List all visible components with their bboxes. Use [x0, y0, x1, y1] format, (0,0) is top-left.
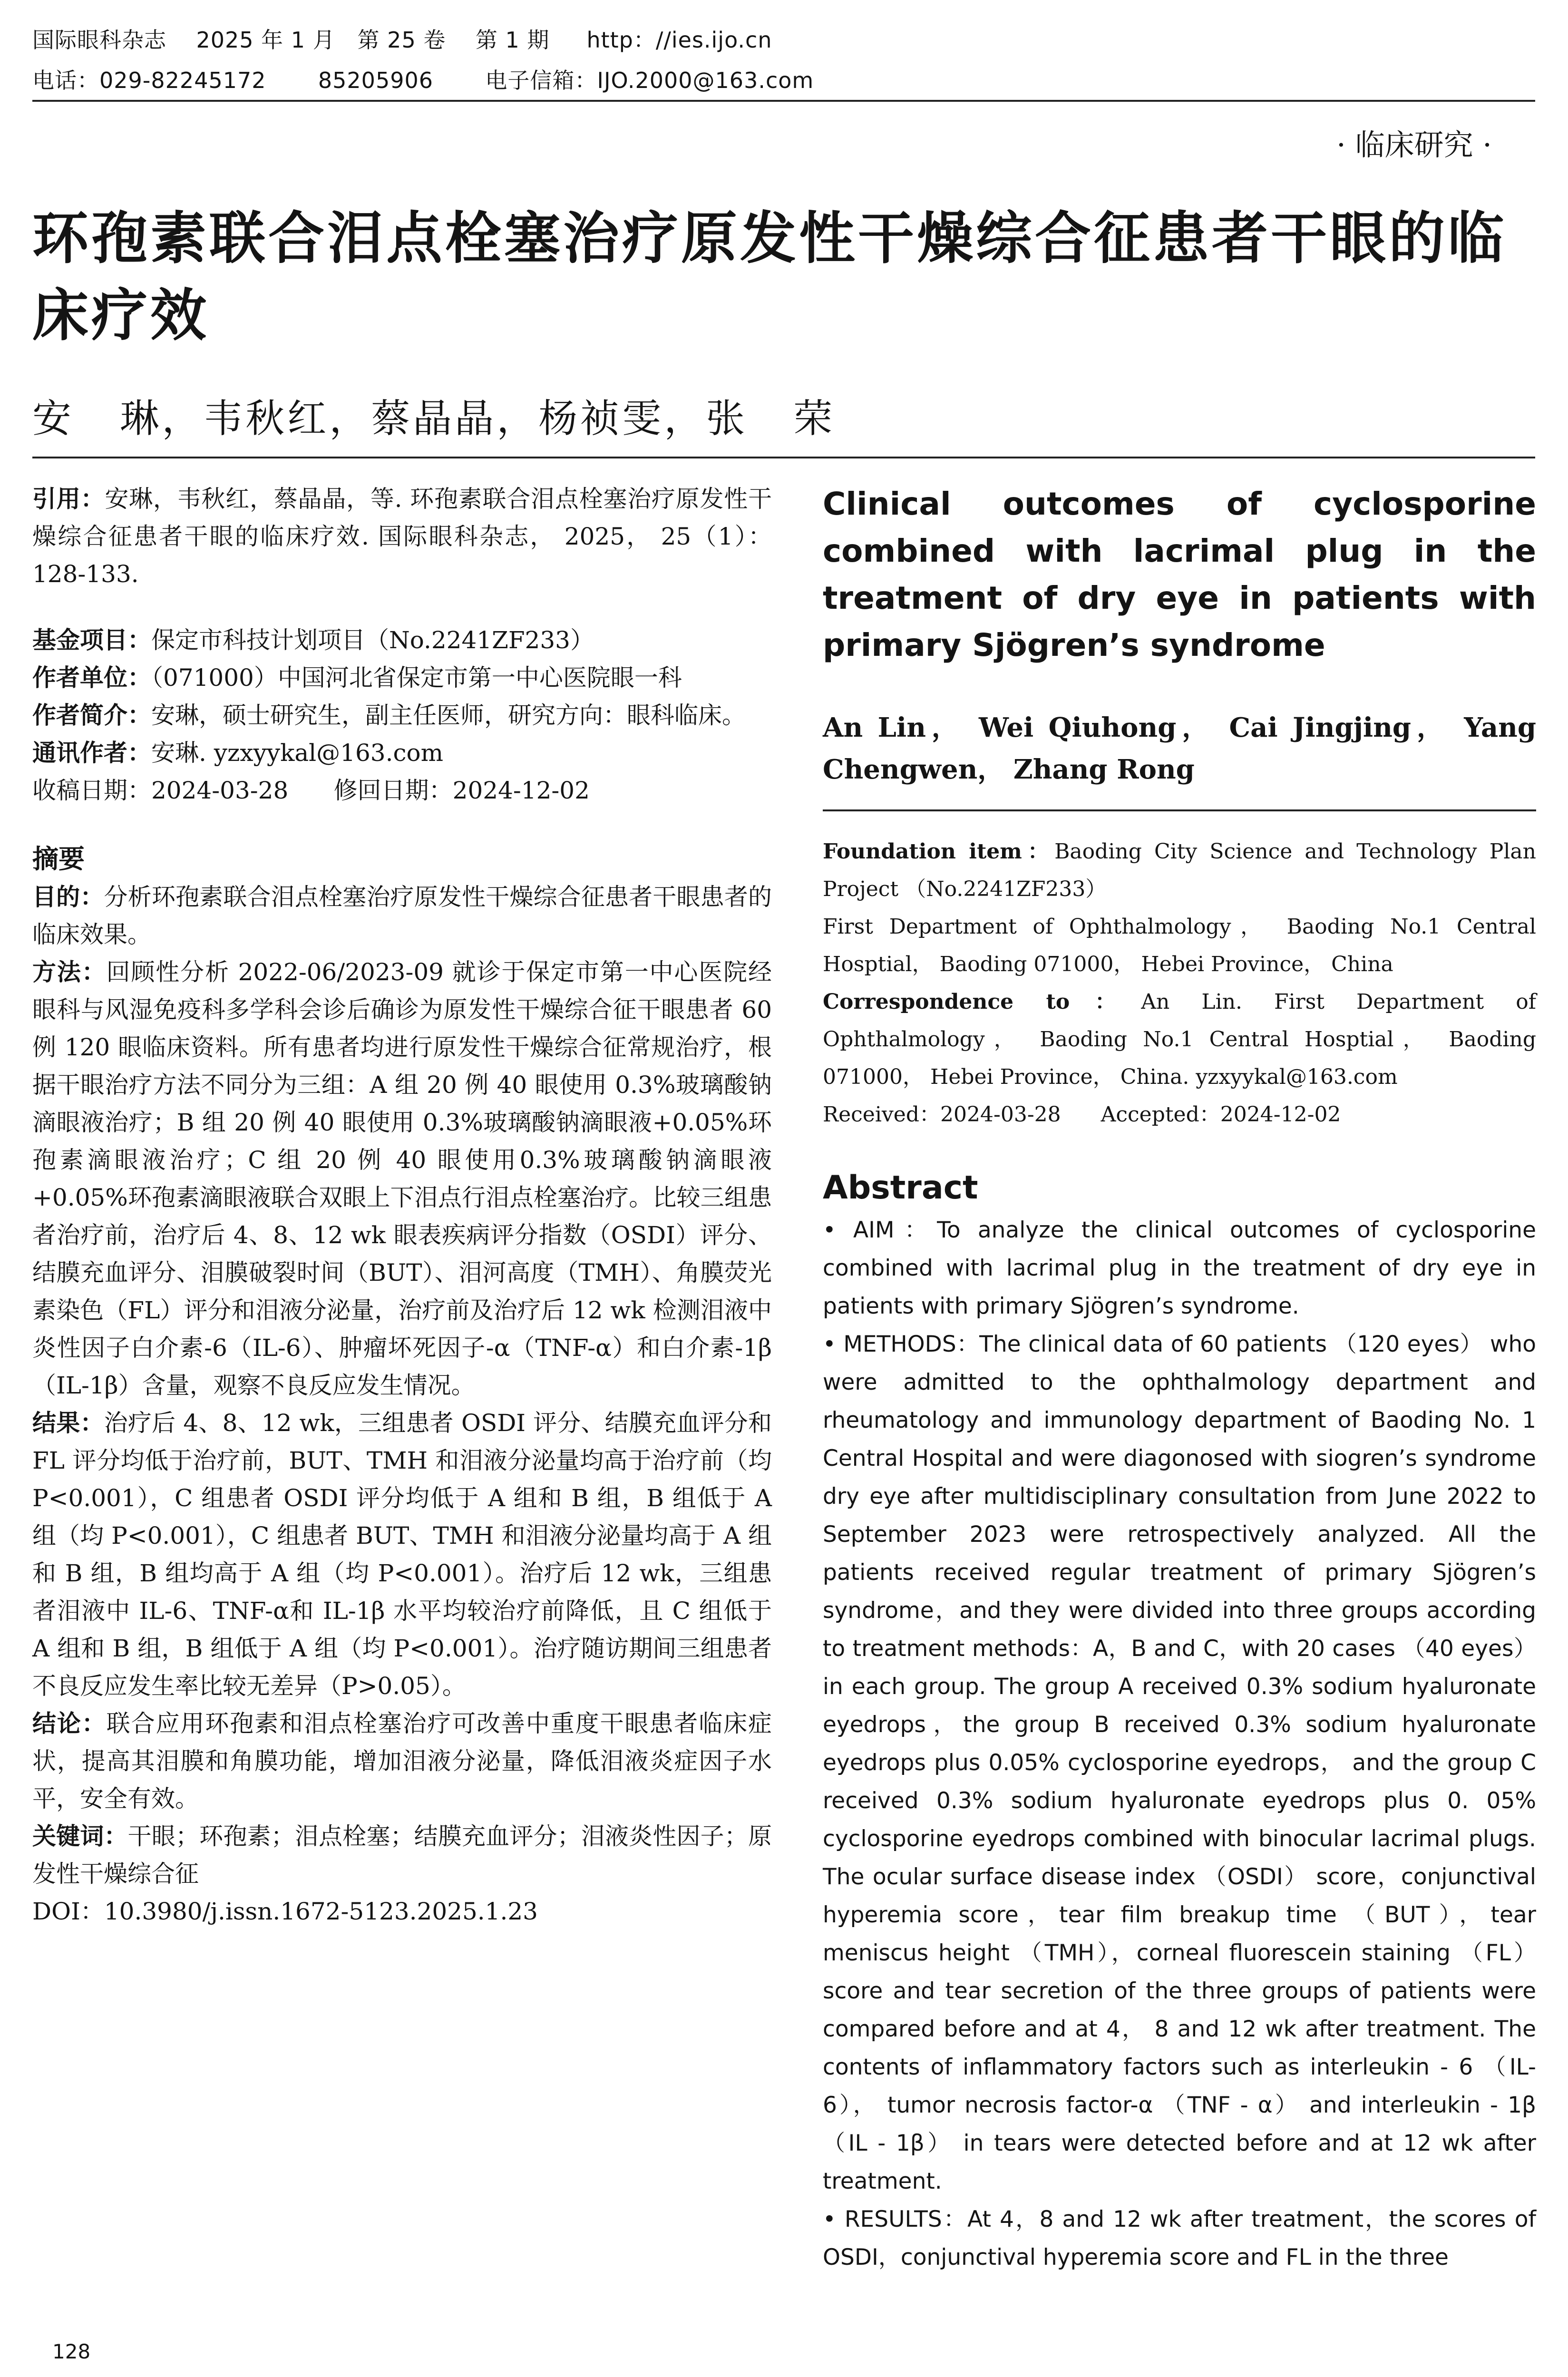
bio-text: 安琳，硕士研究生，副主任医师，研究方向：眼科临床。: [151, 701, 746, 729]
unit-text: （071000）中国河北省保定市第一中心医院眼一科: [151, 664, 682, 692]
english-divider: [823, 809, 1536, 811]
citation-text: 安琳，韦秋红，蔡晶晶，等. 环孢素联合泪点栓塞治疗原发性干燥综合征患者干眼的临床疗效. 国际眼科杂志， 2025， 25（1）：128-133.: [32, 485, 772, 588]
keywords-cn: [32, 1818, 772, 1893]
article-title: 环孢素联合泪点栓塞治疗原发性干燥综合征患者干眼的临床疗效: [32, 205, 1507, 348]
corresponding-author: [32, 734, 772, 772]
abstract-results-cn: [32, 1404, 772, 1705]
keywords-text: 干眼；环孢素；泪点栓塞；结膜充血评分；泪液炎性因子；原发性干燥综合征: [32, 1822, 772, 1888]
citation: [32, 480, 772, 593]
methods-label: 方法：: [32, 958, 107, 986]
aim-label: 目的：: [32, 883, 104, 911]
bio-label: 作者简介：: [32, 701, 151, 729]
aim-text: 分析环孢素联合泪点栓塞治疗原发性干燥综合征患者干眼患者的临床效果。: [32, 883, 772, 948]
abstract-heading-cn: 摘要: [32, 844, 85, 874]
affiliation: First Department of Ophthalmology， Baoding No.1 Central Hosptial， Baoding 071000， Hebei Province， China: [823, 915, 1536, 976]
section-tag: · 临床研究 ·: [1336, 127, 1492, 162]
conclusion-text: 联合应用环孢素和泪点栓塞治疗可改善中重度干眼患者临床症状，提高其泪膜和角膜功能，增加泪液分泌量，降低泪液炎症因子水平，安全有效。: [32, 1710, 772, 1812]
doi: DOI：10.3980/j.issn.1672-5123.2025.1.23: [32, 1898, 538, 1925]
correspondence-label: Correspondence to：: [823, 990, 1141, 1014]
page-number: 128: [52, 2340, 91, 2363]
author-bio: [32, 697, 772, 734]
foundation-text: Baoding City Science and Technology Plan Project （No.2241ZF233）: [823, 839, 1536, 901]
left-column: [32, 480, 772, 1930]
correspondence-text: An Lin. First Department of Ophthalmology， Baoding No.1 Central Hosptial， Baoding 071000， Hebei Province， China. yzxyykal@163.com: [823, 990, 1537, 1089]
header-divider: [32, 100, 1535, 102]
received-dates: 收稿日期：2024-03-28 修回日期：2024-12-02: [32, 777, 590, 804]
corr-label: 通讯作者：: [32, 739, 151, 767]
authors-cn: 安 琳，韦秋红，蔡晶晶，杨祯雯，张 荣: [32, 396, 836, 441]
abstract-aim-cn: [32, 878, 772, 954]
abstract-methods-en: • METHODS：The clinical data of 60 patients （120 eyes） who were admitted to the ophthalmology department and rheumatology and immunology department of Baoding No. 1 Central Hospital and were diagonosed with siogren’s syndrome dry eye after multidisciplinary consultation from June 2022 to September 2023 were retrospectively analyzed. All the patients received regular treatment of primary Sjögren’s syndrome，and they were divided into three groups according to treatment methods：A，B and C，with 20 cases （40 eyes） in each group. The group A received 0.3% sodium hyaluronate eyedrops，the group B received 0.3% sodium hyaluronate eyedrops plus 0.05% cyclosporine eyedrops， and the group C received 0.3% sodium hyaluronate eyedrops plus 0. 05% cyclosporine eyedrops combined with binocular lacrimal plugs. The ocular surface disease index （OSDI） score，conjunctival hyperemia score，tear film breakup time （BUT），tear meniscus height （TMH），corneal fluorescein staining （FL） score and tear secretion of the three groups of patients were compared before and at 4， 8 and 12 wk after treatment. The contents of inflammatory factors such as interleukin - 6 （IL-6）， tumor necrosis factor-α （TNF - α） and interleukin - 1β （IL - 1β） in tears were detected before and at 12 wk after treatment.: [823, 1331, 1536, 2194]
foundation-label: Foundation item：: [823, 839, 1055, 864]
right-column: [823, 480, 1536, 2277]
english-title: Clinical outcomes of cyclosporine combined with lacrimal plug in the treatment of dry eye in patients with primary Sjögren’s syndrome: [823, 486, 1536, 663]
keywords-label: 关键词：: [32, 1822, 128, 1850]
received-accepted: Received：2024-03-28 Accepted：2024-12-02: [823, 1102, 1341, 1127]
english-authors: An Lin， Wei Qiuhong， Cai Jingjing， Yang Chengwen， Zhang Rong: [823, 712, 1536, 785]
unit-label: 作者单位：: [32, 664, 151, 692]
fund-item: [32, 622, 772, 659]
foundation-item: [823, 833, 1536, 908]
spacer: [32, 593, 772, 622]
title-divider: [32, 457, 1535, 458]
abstract-aim-en: • AIM：To analyze the clinical outcomes of cyclosporine combined with lacrimal plug in the treatment of dry eye in patients with primary Sjögren’s syndrome.: [823, 1217, 1536, 1319]
methods-text: 回顾性分析 2022-06/2023-09 就诊于保定市第一中心医院经眼科与风湿免疫科多学科会诊后确诊为原发性干燥综合征干眼患者 60 例 120 眼临床资料。所有患者均进行原发性干燥综合征常规治疗，根据干眼治疗方法不同分为三组：A 组 20 例 40 眼使用 0.3%玻璃酸钠滴眼液治疗；B 组 20 例 40 眼使用 0.3%玻璃酸钠滴眼液+0.05%环孢素滴眼液治疗；C 组 20 例 40 眼使用0.3%玻璃酸钠滴眼液+0.05%环孢素滴眼液联合双眼上下泪点行泪点栓塞治疗。比较三组患者治疗前，治疗后 4、8、12 wk 眼表疾病评分指数（OSDI）评分、结膜充血评分、泪膜破裂时间（BUT）、泪河高度（TMH）、角膜荧光素染色（FL）评分和泪液分泌量，治疗前及治疗后 12 wk 检测泪液中炎性因子白介素-6（IL-6）、肿瘤坏死因子-α（TNF-α）和白介素-1β（IL-1β）含量，观察不良反应发生情况。: [32, 958, 772, 1399]
journal-header-line2: 电话：029-82245172 85205906 电子信箱：IJO.2000@163.com: [32, 68, 814, 93]
corr-text: 安琳. yzxyykal@163.com: [151, 739, 444, 767]
fund-label: 基金项目：: [32, 626, 151, 654]
results-text: 治疗后 4、8、12 wk，三组患者 OSDI 评分、结膜充血评分和 FL 评分均低于治疗前，BUT、TMH 和泪液分泌量均高于治疗前（均 P<0.001），C 组患者 OSDI 评分均低于 A 组和 B 组，B 组低于 A 组（均 P<0.001），C 组患者 BUT、TMH 和泪液分泌量均高于 A 组和 B 组，B 组均高于 A 组（均 P<0.001）。治疗后 12 wk，三组患者泪液中 IL-6、TNF-α和 IL-1β 水平均较治疗前降低，且 C 组低于 A 组和 B 组，B 组低于 A 组（均 P<0.001）。治疗随访期间三组患者不良反应发生率比较无差异（P>0.05）。: [32, 1409, 772, 1700]
journal-header-line1: 国际眼科杂志 2025 年 1 月 第 25 卷 第 1 期 http：//ies.ijo.cn: [32, 27, 772, 53]
author-unit: [32, 659, 772, 697]
spacer: [32, 809, 772, 838]
correspondence: [823, 983, 1536, 1096]
citation-label: 引用：: [32, 485, 105, 513]
abstract-heading-en: Abstract: [823, 1169, 978, 1207]
conclusion-label: 结论：: [32, 1710, 107, 1737]
results-label: 结果：: [32, 1409, 104, 1437]
abstract-conclusion-cn: [32, 1705, 772, 1818]
fund-text: 保定市科技计划项目（No.2241ZF233）: [151, 626, 594, 654]
abstract-methods-cn: [32, 954, 772, 1404]
abstract-results-en: • RESULTS：At 4，8 and 12 wk after treatment，the scores of OSDI，conjunctival hyperemia score and FL in the three: [823, 2206, 1536, 2270]
